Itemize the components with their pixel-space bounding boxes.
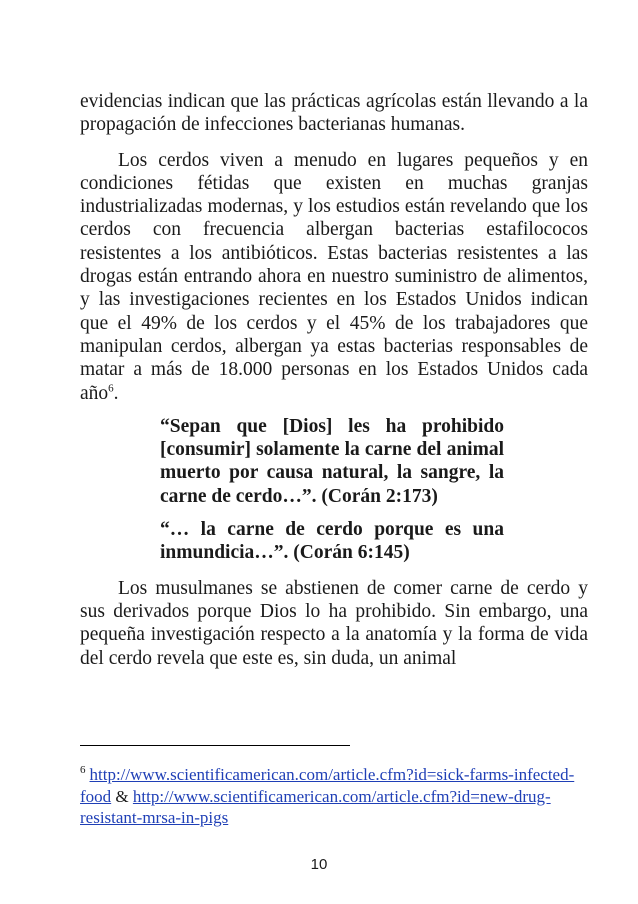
footnote-link-1[interactable]: http://www.scientificamerican.com/article.cfm?id=sick-farms-infected-food (80, 765, 575, 806)
paragraph-2 (80, 149, 588, 405)
footnote-divider (80, 745, 350, 746)
quote-block-2: “… la carne de cerdo porque es una inmundicia…”. (Corán 6:145) (160, 519, 504, 564)
footnote-reference[interactable]: 6 (108, 382, 114, 395)
quote-block-1: “Sepan que [Dios] les ha prohibido [consumir] solamente la carne del animal muerto por causa natural, la sangre, la carne de cerdo…”. (Corán 2:173) (160, 415, 504, 507)
paragraph-2-text: Los cerdos viven a menudo en lugares pequeños y en condiciones fétidas que existen en muchas granjas industrializadas modernas, y los estudios están revelando que los cerdos con frecuencia albergan bacterias estafilococos resistentes a los antibióticos. Estas bacterias resistentes a las drogas están entrando ahora en nuestro suministro de alimentos, y las investigaciones recientes en los Estados Unidos indican que el 49% de los cerdos y el 45% de los trabajadores que manipulan cerdos, albergan ya estas bacterias responsables de matar a más de 18.000 personas en los Estados Unidos cada año (80, 149, 588, 404)
footnote-link-2[interactable]: http://www.scientificamerican.com/article.cfm?id=new-drug-resistant-mrsa-in-pigs (80, 786, 551, 827)
footnote (80, 764, 588, 829)
paragraph-3: Los musulmanes se abstienen de comer carne de cerdo y sus derivados porque Dios lo ha prohibido. Sin embargo, una pequeña investigación respecto a la anatomía y la forma de vida del cerdo revela que este es, sin duda, un animal (80, 577, 588, 669)
paragraph-1: evidencias indican que las prácticas agrícolas están llevando a la propagación de infecciones bacterianas humanas. (80, 91, 588, 136)
paragraph-2-end: . (113, 382, 119, 404)
footnote-separator: & (111, 786, 133, 806)
body-text (80, 90, 588, 670)
page-number: 10 (310, 856, 328, 873)
footnote-number: 6 (80, 764, 86, 777)
